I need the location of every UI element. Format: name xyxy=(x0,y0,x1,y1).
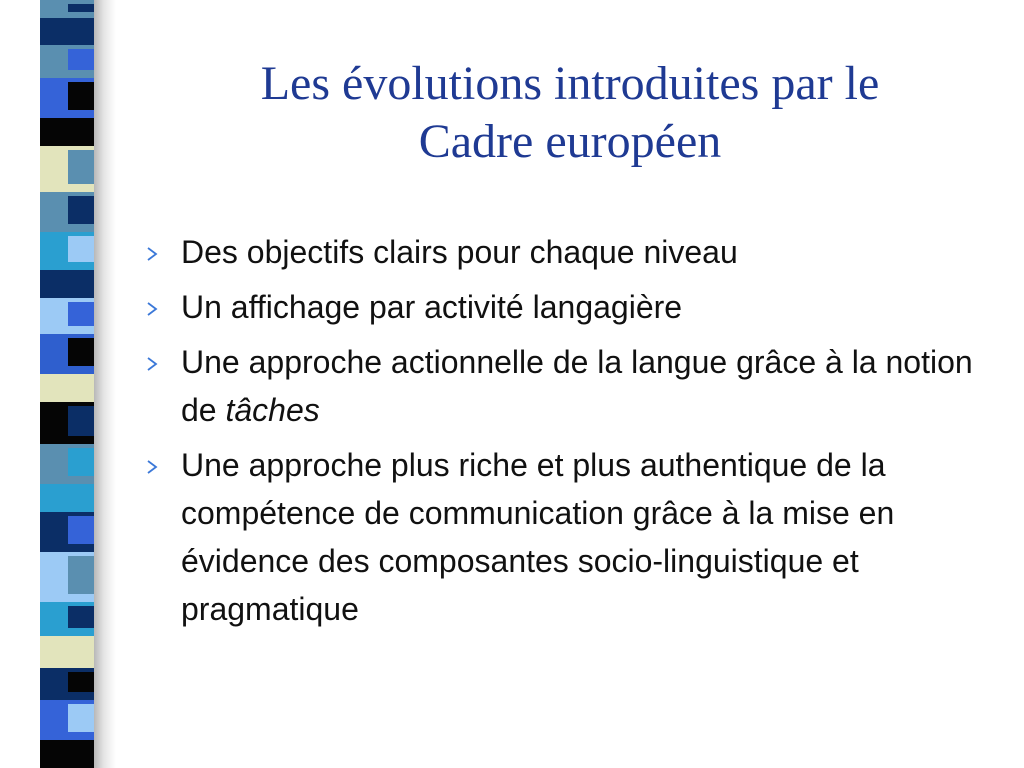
bullet-item xyxy=(145,283,1000,331)
stripe-square xyxy=(68,606,94,628)
stripe-square xyxy=(68,49,94,70)
stripe-square xyxy=(68,82,94,110)
decorative-stripe xyxy=(40,0,94,768)
chevron-right-icon xyxy=(145,357,159,371)
chevron-right-icon xyxy=(145,247,159,261)
stripe-band xyxy=(40,270,94,298)
stripe-square xyxy=(68,672,94,692)
stripe-square xyxy=(68,4,94,12)
stripe-band xyxy=(40,118,94,146)
title-line-1: Les évolutions introduites par le xyxy=(260,57,880,110)
bullet-item xyxy=(145,338,1000,434)
stripe-band xyxy=(40,484,94,512)
bullet-list xyxy=(145,228,1000,640)
stripe-square xyxy=(68,302,94,326)
stripe-square xyxy=(68,704,94,732)
stripe-band xyxy=(40,740,94,768)
bullet-text: Des objectifs clairs pour chaque niveau xyxy=(181,234,738,270)
bullet-text: Une approche actionnelle de la langue grâce à la notion de xyxy=(181,344,973,428)
stripe-square xyxy=(68,338,94,366)
stripe-square xyxy=(68,516,94,544)
bullet-text: Un affichage par activité langagière xyxy=(181,289,683,325)
stripe-shadow xyxy=(94,0,116,768)
chevron-right-icon xyxy=(145,302,159,316)
chevron-right-icon xyxy=(145,460,159,474)
slide-title xyxy=(130,55,1010,171)
stripe-band xyxy=(40,374,94,402)
bullet-item xyxy=(145,228,1000,276)
stripe-square xyxy=(68,406,94,436)
stripe-square xyxy=(68,556,94,594)
title-line-2: Cadre européen xyxy=(418,115,722,168)
bullet-emphasis: tâches xyxy=(225,392,320,428)
stripe-band xyxy=(40,636,94,668)
stripe-square xyxy=(68,236,94,262)
stripe-square xyxy=(68,196,94,224)
stripe-band xyxy=(40,18,94,45)
bullet-text: Une approche plus riche et plus authentique de la compétence de communication grâce à la mise en évidence des composantes socio-linguistique et pragmatique xyxy=(181,447,895,627)
bullet-item xyxy=(145,441,1000,633)
stripe-square xyxy=(68,150,94,184)
stripe-square xyxy=(68,448,94,476)
